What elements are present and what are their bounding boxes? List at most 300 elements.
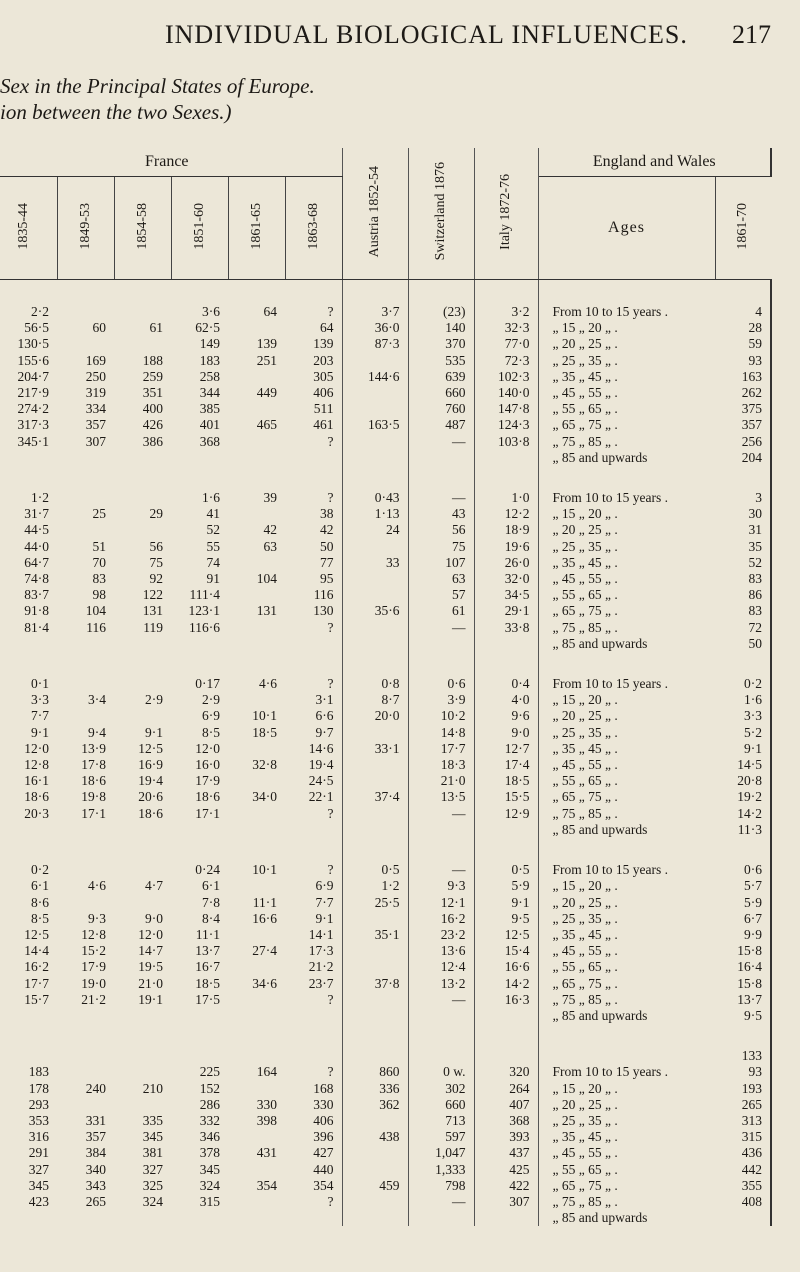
table-cell: 13·7: [715, 992, 771, 1008]
table-cell: 57: [408, 587, 474, 603]
table-cell: [171, 450, 228, 466]
table-cell: 16·4: [715, 959, 771, 975]
table-cell: 340: [85, 1161, 106, 1177]
table-cell: 19·5: [138, 959, 163, 975]
table-cell: 17·3: [285, 943, 342, 959]
table-cell: [228, 1048, 285, 1064]
table-cell: 1,047: [408, 1145, 474, 1161]
column-header: 1861-65: [248, 202, 264, 250]
age-range-cell: „ 55 „ 65 „ .: [552, 1161, 618, 1177]
table-row: [0, 943, 771, 959]
age-range-cell: „ 35 „ 45 „ .: [552, 554, 618, 570]
table-cell: 17·9: [81, 959, 106, 975]
table-cell: 32·8: [252, 757, 277, 773]
table-cell: 3·3: [715, 708, 771, 724]
table-cell: ?: [285, 992, 342, 1008]
table-cell: 9·1: [0, 725, 57, 741]
table-row: [0, 725, 771, 741]
table-cell: [228, 773, 285, 789]
table-cell: 50: [285, 539, 342, 555]
table-row: [0, 1210, 771, 1226]
mortality-table: [0, 148, 772, 1226]
table-cell: 378: [199, 1145, 220, 1161]
table-cell: [57, 490, 114, 506]
running-head-title: INDIVIDUAL BIOLOGICAL INFLUENCES.: [165, 20, 688, 49]
table-row: [0, 369, 771, 385]
column-header: Austria 1852-54: [367, 165, 382, 258]
table-cell: 9·7: [285, 725, 342, 741]
table-cell: 6·9: [202, 708, 220, 724]
table-cell: 9·0: [474, 725, 538, 741]
age-range-cell: „ 15 „ 20 „ .: [552, 692, 618, 708]
table-cell: [228, 369, 285, 385]
age-range-cell: „ 65 „ 75 „ .: [552, 975, 618, 991]
table-cell: [228, 620, 285, 636]
column-header: Italy 1872-76: [498, 173, 513, 250]
table-row: [0, 417, 771, 433]
age-range-cell: „ 45 „ 55 „ .: [552, 943, 618, 959]
table-cell: 1·6: [715, 692, 771, 708]
table-cell: 33: [342, 555, 408, 571]
table-cell: 24: [342, 522, 408, 538]
age-range-cell: „ 55 „ 65 „ .: [552, 959, 618, 975]
table-cell: 324: [142, 1193, 163, 1209]
table-cell: 21·2: [285, 959, 342, 975]
table-cell: —: [408, 862, 474, 878]
table-cell: 35: [715, 539, 771, 555]
table-cell: 597: [408, 1129, 474, 1145]
table-cell: [57, 522, 114, 538]
table-cell: 44·0: [0, 539, 57, 555]
table-row: [0, 304, 771, 320]
table-cell: 12·9: [474, 806, 538, 822]
table-cell: 1·0: [474, 490, 538, 506]
table-cell: 19·4: [285, 757, 342, 773]
age-range-cell: „ 75 „ 85 „ .: [552, 991, 618, 1007]
table-row: [0, 336, 771, 352]
table-cell: 3·4: [88, 692, 106, 708]
age-range-cell: „ 75 „ 85 „ .: [552, 805, 618, 821]
table-cell: [228, 434, 285, 450]
column-header: 1849-53: [77, 202, 93, 250]
table-cell: 0 w.: [408, 1064, 474, 1080]
table-cell: 16·1: [0, 773, 57, 789]
table-cell: [285, 1210, 342, 1226]
table-cell: 0·6: [715, 862, 771, 878]
table-cell: 14·7: [138, 943, 163, 959]
table-cell: 12·5: [474, 927, 538, 943]
table-cell: 70: [92, 554, 106, 570]
table-cell: 465: [256, 417, 277, 433]
table-cell: 60: [92, 320, 106, 336]
age-range-cell: From 10 to 15 years .: [552, 490, 668, 506]
table-cell: 12·0: [0, 741, 57, 757]
table-row: [0, 927, 771, 943]
table-cell: 98: [92, 587, 106, 603]
table-cell: 144·6: [342, 369, 408, 385]
table-row: [0, 789, 771, 805]
table-row: [0, 353, 771, 369]
table-cell: 0·4: [474, 676, 538, 692]
table-cell: 313: [715, 1113, 771, 1129]
table-cell: 140: [408, 320, 474, 336]
table-cell: [0, 636, 57, 652]
table-row: [0, 620, 771, 636]
table-cell: 16·6: [252, 910, 277, 926]
table-row: [0, 450, 771, 466]
table-cell: 77: [285, 555, 342, 571]
table-cell: 325: [142, 1177, 163, 1193]
table-cell: [114, 676, 171, 692]
table-cell: 10·1: [252, 862, 277, 878]
table-cell: 0·24: [195, 862, 220, 878]
table-cell: 18·5: [252, 724, 277, 740]
age-range-cell: „ 20 „ 25 „ .: [552, 336, 618, 352]
table-cell: [57, 1048, 114, 1064]
table-cell: 37·4: [342, 789, 408, 805]
group-separator: [0, 280, 771, 305]
table-cell: 440: [285, 1162, 342, 1178]
ages-header: Ages: [608, 219, 645, 236]
table-cell: 12·5: [138, 740, 163, 756]
table-cell: 345: [142, 1129, 163, 1145]
table-cell: 92: [149, 571, 163, 587]
age-range-cell: „ 75 „ 85 „ .: [552, 433, 618, 449]
table-cell: 116: [285, 587, 342, 603]
table-cell: 14·2: [715, 806, 771, 822]
table-cell: 14·8: [408, 725, 474, 741]
table-cell: [57, 636, 114, 652]
table-cell: 86: [715, 587, 771, 603]
age-range-cell: „ 35 „ 45 „ .: [552, 1129, 618, 1145]
table-cell: [342, 385, 408, 401]
group-separator: [0, 466, 771, 490]
table-cell: 8·7: [342, 692, 408, 708]
table-cell: 660: [408, 1097, 474, 1113]
table-cell: 2·9: [145, 692, 163, 708]
table-cell: 21·0: [138, 975, 163, 991]
table-cell: 31: [715, 522, 771, 538]
table-cell: [342, 636, 408, 652]
table-cell: 44·5: [0, 522, 57, 538]
table-row: [0, 976, 771, 992]
table-cell: 386: [142, 433, 163, 449]
table-cell: 18·6: [138, 805, 163, 821]
column-header: 1861-70: [735, 202, 751, 250]
table-cell: 19·0: [81, 975, 106, 991]
table-cell: 225: [199, 1064, 220, 1080]
table-cell: 351: [142, 385, 163, 401]
table-row: [0, 862, 771, 878]
table-cell: 8·5: [202, 724, 220, 740]
table-cell: 307: [85, 433, 106, 449]
table-cell: 33·1: [342, 741, 408, 757]
table-caption-line-2: ion between the two Sexes.): [0, 100, 232, 124]
table-cell: 50: [715, 636, 771, 652]
table-cell: 19·1: [138, 991, 163, 1007]
table-cell: 315: [715, 1129, 771, 1145]
table-cell: 75: [408, 539, 474, 555]
table-cell: [228, 320, 285, 336]
table-cell: 4·6: [259, 676, 277, 692]
table-cell: 38: [285, 506, 342, 522]
table-cell: 265: [85, 1193, 106, 1209]
age-range-cell: „ 85 and upwards: [552, 821, 648, 837]
table-cell: 16·6: [474, 959, 538, 975]
table-cell: 0·8: [342, 676, 408, 692]
table-cell: 426: [142, 417, 163, 433]
table-cell: 83: [92, 571, 106, 587]
table-cell: 0·43: [342, 490, 408, 506]
table-cell: 91: [206, 571, 220, 587]
table-cell: 103·8: [474, 434, 538, 450]
table-cell: 334: [85, 401, 106, 417]
table-row: [0, 539, 771, 555]
table-cell: [408, 450, 474, 466]
table-cell: 15·8: [715, 943, 771, 959]
table-cell: 29·1: [474, 603, 538, 619]
table-cell: 406: [285, 385, 342, 401]
table-cell: [408, 1210, 474, 1226]
table-cell: 217·9: [0, 385, 57, 401]
table-cell: 149: [199, 336, 220, 352]
table-cell: [114, 522, 171, 538]
table-row: [0, 587, 771, 603]
table-cell: [0, 1048, 57, 1064]
table-cell: [228, 1210, 285, 1226]
table-cell: 250: [85, 368, 106, 384]
table-row: [0, 320, 771, 336]
table-cell: 1·6: [202, 490, 220, 506]
table-cell: 91·8: [0, 603, 57, 619]
table-cell: 27·4: [252, 943, 277, 959]
age-range-cell: „ 75 „ 85 „ .: [552, 1193, 618, 1209]
table-cell: 293: [0, 1097, 57, 1113]
table-row: [0, 1097, 771, 1113]
table-cell: 660: [408, 385, 474, 401]
table-cell: 1·2: [0, 490, 57, 506]
table-cell: 20·8: [715, 773, 771, 789]
column-header: 1863-68: [305, 202, 321, 250]
table-cell: 164: [256, 1064, 277, 1080]
table-cell: 52: [206, 522, 220, 538]
table-cell: 315: [199, 1193, 220, 1209]
table-cell: 9·0: [145, 910, 163, 926]
table-cell: 16·7: [195, 959, 220, 975]
table-cell: 12·8: [0, 757, 57, 773]
table-cell: 56: [149, 538, 163, 554]
table-cell: [228, 741, 285, 757]
age-range-cell: From 10 to 15 years .: [552, 1064, 668, 1080]
age-range-cell: [538, 1048, 715, 1064]
table-cell: 3·2: [474, 304, 538, 320]
table-cell: 9·1: [474, 895, 538, 911]
table-cell: 16·2: [0, 959, 57, 975]
age-range-cell: „ 45 „ 55 „ .: [552, 1145, 618, 1161]
table-cell: 18·3: [408, 757, 474, 773]
table-cell: 12·4: [408, 959, 474, 975]
table-cell: 362: [342, 1097, 408, 1113]
table-row: [0, 773, 771, 789]
table-cell: 104: [256, 571, 277, 587]
column-header: 1835-44: [16, 202, 32, 250]
age-range-cell: „ 75 „ 85 „ .: [552, 619, 618, 635]
table-cell: 16·2: [408, 911, 474, 927]
table-cell: [342, 353, 408, 369]
age-range-cell: „ 55 „ 65 „ .: [552, 773, 618, 789]
table-cell: 385: [199, 401, 220, 417]
table-cell: ?: [285, 490, 342, 506]
table-cell: 204: [715, 450, 771, 466]
table-cell: 1·2: [342, 878, 408, 894]
table-cell: 133: [715, 1048, 771, 1064]
table-cell: 0·17: [195, 676, 220, 692]
table-row: [0, 1113, 771, 1129]
table-cell: [228, 927, 285, 943]
table-cell: 0·2: [0, 862, 57, 878]
table-cell: 5·9: [715, 895, 771, 911]
table-cell: 291: [0, 1145, 57, 1161]
table-cell: 104: [85, 603, 106, 619]
table-cell: [0, 450, 57, 466]
age-range-cell: „ 20 „ 25 „ .: [552, 708, 618, 724]
table-cell: [342, 959, 408, 975]
table-cell: 23·7: [285, 976, 342, 992]
table-cell: [228, 1162, 285, 1178]
age-range-cell: „ 45 „ 55 „ .: [552, 757, 618, 773]
age-range-cell: From 10 to 15 years .: [552, 676, 668, 692]
table-row: [0, 959, 771, 975]
table-cell: ?: [285, 862, 342, 878]
table-cell: 18·6: [81, 773, 106, 789]
table-cell: 344: [199, 385, 220, 401]
table-cell: 1·13: [342, 506, 408, 522]
table-cell: 355: [715, 1178, 771, 1194]
table-cell: 438: [342, 1129, 408, 1145]
table-cell: 32·3: [474, 320, 538, 336]
table-cell: 83: [715, 603, 771, 619]
table-cell: —: [408, 1194, 474, 1210]
table-cell: 4·6: [88, 878, 106, 894]
table-cell: [228, 878, 285, 894]
table-cell: 124·3: [474, 417, 538, 433]
table-cell: 15·2: [81, 943, 106, 959]
table-row: [0, 911, 771, 927]
table-cell: 251: [256, 352, 277, 368]
table-cell: 28: [715, 320, 771, 336]
table-cell: 72: [715, 620, 771, 636]
table-cell: 425: [474, 1162, 538, 1178]
table-cell: 320: [474, 1064, 538, 1080]
table-cell: 29: [149, 506, 163, 522]
group-separator: [0, 1024, 771, 1048]
table-cell: 406: [285, 1113, 342, 1129]
table-cell: [342, 806, 408, 822]
table-cell: [408, 1008, 474, 1024]
table-cell: 39: [263, 490, 277, 506]
table-cell: [474, 1048, 538, 1064]
table-cell: 11·1: [252, 894, 277, 910]
table-cell: 139: [256, 336, 277, 352]
table-cell: 431: [256, 1145, 277, 1161]
table-cell: 32·0: [474, 571, 538, 587]
table-cell: 17·9: [195, 773, 220, 789]
table-cell: 155·6: [0, 353, 57, 369]
table-cell: 4·7: [145, 878, 163, 894]
table-cell: 9·4: [88, 724, 106, 740]
table-cell: 81·4: [0, 620, 57, 636]
table-cell: ?: [285, 304, 342, 320]
table-cell: 93: [715, 1064, 771, 1080]
column-header: 1851-60: [191, 202, 207, 250]
age-range-cell: „ 15 „ 20 „ .: [552, 320, 618, 336]
table-cell: 87·3: [342, 336, 408, 352]
age-range-cell: „ 15 „ 20 „ .: [552, 878, 618, 894]
table-cell: 12·2: [474, 506, 538, 522]
table-cell: 13·7: [195, 943, 220, 959]
table-cell: 64: [263, 304, 277, 319]
table-cell: [114, 895, 171, 911]
table-cell: 16·0: [195, 757, 220, 773]
age-range-cell: „ 25 „ 35 „ .: [552, 910, 618, 926]
table-cell: 10·2: [408, 708, 474, 724]
table-cell: 14·2: [474, 976, 538, 992]
age-range-cell: „ 25 „ 35 „ .: [552, 724, 618, 740]
table-cell: [114, 1097, 171, 1113]
table-cell: 59: [715, 336, 771, 352]
table-cell: 17·8: [81, 757, 106, 773]
table-cell: 316: [0, 1129, 57, 1145]
table-cell: 357: [85, 1129, 106, 1145]
table-cell: 5·7: [715, 878, 771, 894]
table-cell: 327: [142, 1161, 163, 1177]
table-cell: 116·6: [189, 619, 220, 635]
table-cell: 2·2: [0, 304, 57, 320]
age-range-cell: „ 85 and upwards: [552, 635, 648, 651]
table-cell: 43: [408, 506, 474, 522]
table-cell: 9·1: [285, 911, 342, 927]
table-cell: 61: [408, 603, 474, 619]
table-cell: [408, 822, 474, 838]
table-cell: 20·3: [0, 806, 57, 822]
table-cell: 111·4: [189, 587, 220, 603]
table-cell: 400: [142, 401, 163, 417]
table-cell: 330: [256, 1096, 277, 1112]
table-cell: 169: [85, 352, 106, 368]
table-cell: [342, 434, 408, 450]
table-cell: 330: [285, 1097, 342, 1113]
table-row: [0, 895, 771, 911]
table-body: [0, 280, 771, 1227]
table-cell: 83: [715, 571, 771, 587]
table-cell: 18·9: [474, 522, 538, 538]
table-cell: 324: [199, 1177, 220, 1193]
table-cell: 95: [285, 571, 342, 587]
table-cell: 24·5: [285, 773, 342, 789]
table-cell: 83·7: [0, 587, 57, 603]
table-cell: [114, 336, 171, 352]
table-cell: [342, 401, 408, 417]
table-cell: 375: [715, 401, 771, 417]
table-cell: 307: [474, 1194, 538, 1210]
table-cell: [228, 506, 285, 522]
table-cell: 17·7: [0, 976, 57, 992]
table-cell: 183: [0, 1064, 57, 1080]
table-cell: 12·0: [195, 740, 220, 756]
table-cell: [408, 1048, 474, 1064]
table-cell: [171, 822, 228, 838]
table-cell: [342, 1194, 408, 1210]
